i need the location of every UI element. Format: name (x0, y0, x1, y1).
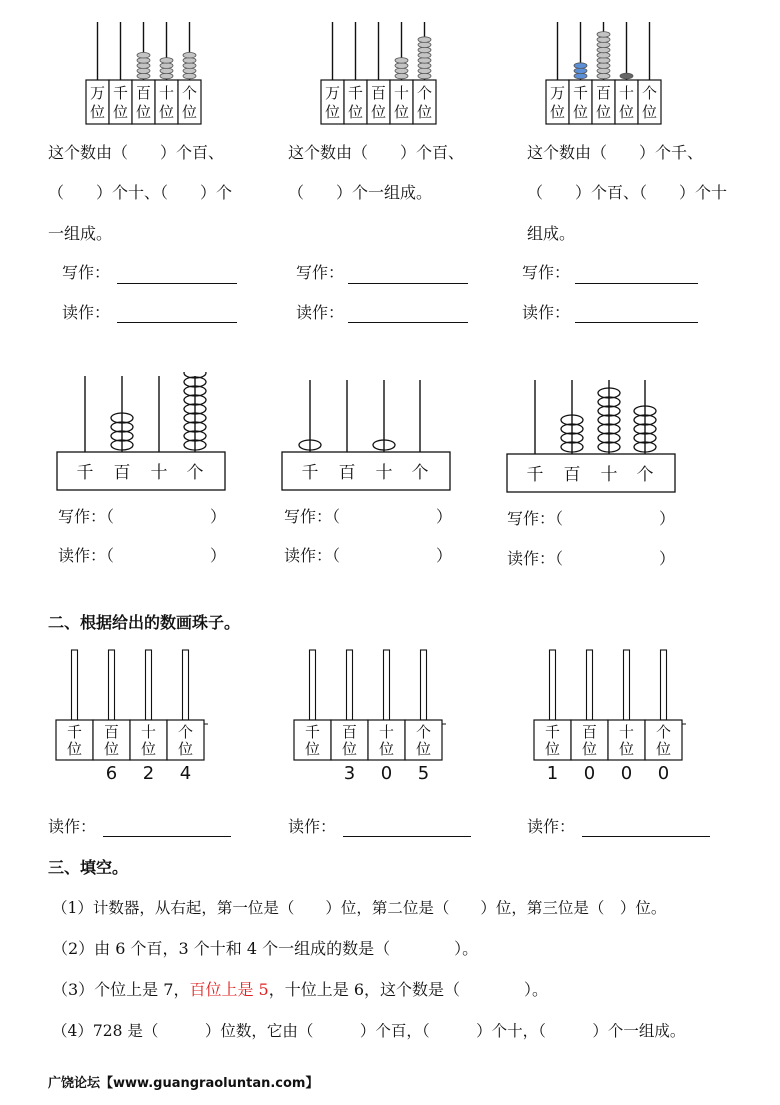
place-label: 个 (411, 463, 429, 483)
bead (137, 58, 150, 64)
place-label: 百 (103, 723, 120, 741)
write-label: 写作： (522, 263, 571, 282)
bead (620, 73, 633, 79)
place-label: 十 (393, 84, 410, 102)
place-label: 十 (618, 84, 635, 102)
rod (72, 650, 78, 720)
abacus-1-1 (80, 18, 205, 130)
place-label-suffix: 位 (572, 103, 589, 121)
bead (597, 47, 610, 53)
bead (597, 68, 610, 74)
question-3-highlight: 百位上是 5 (189, 980, 269, 999)
rod (550, 650, 556, 720)
bead (183, 68, 196, 74)
write-label: 写作： (296, 263, 345, 282)
place-label-suffix: 位 (544, 740, 561, 758)
bead (160, 68, 173, 74)
place-label: 百 (563, 465, 581, 485)
write-prompt: 写作：（ ） (284, 507, 453, 526)
place-label-suffix: 位 (158, 103, 175, 121)
sentence-line: 这个数由（ ）个百、 (288, 143, 465, 162)
rod (661, 650, 667, 720)
given-digit: 4 (179, 763, 192, 780)
abacus-2-1 (55, 372, 230, 494)
read-label: 读作： (527, 817, 576, 836)
bead (418, 58, 431, 64)
sentence-line: 这个数由（ ）个千、 (527, 143, 704, 162)
place-label: 千 (572, 84, 589, 102)
place-label: 千 (66, 723, 83, 741)
question-3-text-end: ，十位上是 6，这个数是（ ）。 (268, 980, 549, 999)
place-label-suffix: 位 (618, 103, 635, 121)
given-digit: 0 (620, 763, 633, 780)
given-digit: 1 (546, 763, 559, 780)
blank-abacus-1 (52, 645, 217, 780)
bead (597, 58, 610, 64)
sentence-line: （ ）个百、（ ）个十 (527, 183, 728, 202)
place-label: 十 (375, 463, 393, 483)
place-label: 个 (186, 463, 204, 483)
place-label: 十 (618, 723, 635, 741)
place-label-suffix: 位 (370, 103, 387, 121)
bead (597, 73, 610, 79)
given-digit: 2 (142, 763, 155, 780)
place-label: 百 (135, 84, 152, 102)
bead (597, 37, 610, 43)
sentence-line: 组成。 (527, 224, 576, 243)
read-label: 读作： (62, 303, 111, 322)
read-prompt: 读作：（ ） (284, 546, 453, 565)
place-label: 万 (324, 84, 341, 102)
bead (395, 58, 408, 64)
bead (574, 63, 587, 69)
place-label: 十 (600, 465, 618, 485)
place-label-suffix: 位 (135, 103, 152, 121)
read-answer-line[interactable] (117, 322, 237, 323)
abacus-2-2 (280, 376, 455, 494)
place-label: 十 (158, 84, 175, 102)
place-label: 百 (595, 84, 612, 102)
abacus-1-2 (315, 18, 440, 130)
bead (418, 68, 431, 74)
place-label: 个 (636, 465, 654, 485)
bead (597, 32, 610, 38)
rod (109, 650, 115, 720)
bead (160, 73, 173, 79)
bead (183, 58, 196, 64)
place-label-suffix: 位 (549, 103, 566, 121)
write-answer-line[interactable] (575, 283, 698, 284)
bead (418, 42, 431, 48)
read-answer-line[interactable] (582, 836, 710, 837)
place-label-suffix: 位 (324, 103, 341, 121)
rod (384, 650, 390, 720)
place-label: 万 (549, 84, 566, 102)
place-label: 千 (526, 465, 544, 485)
bead (597, 52, 610, 58)
bead (183, 73, 196, 79)
abacus-1-3 (540, 18, 665, 130)
write-prompt: 写作：（ ） (507, 509, 676, 528)
bead (418, 52, 431, 58)
bead (183, 63, 196, 69)
place-label-suffix: 位 (618, 740, 635, 758)
place-label-suffix: 位 (347, 103, 364, 121)
place-label-suffix: 位 (304, 740, 321, 758)
bead (597, 42, 610, 48)
bead (137, 63, 150, 69)
read-answer-line[interactable] (103, 836, 231, 837)
write-prompt: 写作：（ ） (58, 507, 227, 526)
place-label: 百 (370, 84, 387, 102)
place-label: 百 (341, 723, 358, 741)
place-label: 十 (150, 463, 168, 483)
place-label: 千 (544, 723, 561, 741)
abacus-2-3 (505, 376, 680, 496)
place-label: 个 (416, 84, 433, 102)
blank-abacus-2 (290, 645, 455, 780)
bead (418, 73, 431, 79)
section-2-heading: 二、根据给出的数画珠子。 (48, 613, 241, 632)
place-label-suffix: 位 (181, 103, 198, 121)
bead (395, 68, 408, 74)
rod (587, 650, 593, 720)
sentence-line: 一组成。 (48, 224, 113, 243)
place-label-suffix: 位 (641, 103, 658, 121)
place-label: 个 (177, 723, 194, 741)
given-digit: 3 (343, 763, 356, 780)
given-digit: 0 (380, 763, 393, 780)
read-answer-line[interactable] (348, 322, 468, 323)
place-label: 百 (338, 463, 356, 483)
bead (597, 63, 610, 69)
bead (137, 68, 150, 74)
given-digit: 0 (657, 763, 670, 780)
bead (574, 68, 587, 74)
place-label: 万 (89, 84, 106, 102)
read-label: 读作： (522, 303, 571, 322)
read-prompt: 读作：（ ） (58, 546, 227, 565)
bead (160, 58, 173, 64)
place-label: 十 (140, 723, 157, 741)
bead (137, 52, 150, 58)
bead (418, 47, 431, 53)
question-1: （1）计数器，从右起，第一位是（ ）位，第二位是（ ）位，第三位是（ ）位。 (52, 899, 667, 917)
bead (418, 63, 431, 69)
read-label: 读作： (296, 303, 345, 322)
sentence-line: （ ）个十、（ ）个 (48, 183, 233, 202)
footer-source: 广饶论坛【www.guangraoluntan.com】 (48, 1076, 319, 1091)
section-3-heading: 三、填空。 (48, 858, 129, 877)
place-label-suffix: 位 (415, 740, 432, 758)
place-label: 个 (641, 84, 658, 102)
place-label-suffix: 位 (581, 740, 598, 758)
rod (421, 650, 427, 720)
place-label: 千 (76, 463, 94, 483)
given-digit: 0 (583, 763, 596, 780)
place-label: 千 (112, 84, 129, 102)
place-label: 千 (301, 463, 319, 483)
place-label-suffix: 位 (66, 740, 83, 758)
place-label-suffix: 位 (140, 740, 157, 758)
given-digit: 5 (417, 763, 430, 780)
write-answer-line[interactable] (117, 283, 237, 284)
read-label: 读作： (288, 817, 337, 836)
place-label-suffix: 位 (177, 740, 194, 758)
question-3-text: （3）个位上是 7， (52, 980, 190, 999)
place-label-suffix: 位 (112, 103, 129, 121)
bead (160, 63, 173, 69)
question-2: （2）由 6 个百，3 个十和 4 个一组成的数是（ ）。 (52, 939, 479, 958)
read-answer-line[interactable] (575, 322, 698, 323)
place-label: 个 (181, 84, 198, 102)
bead (137, 73, 150, 79)
place-label-suffix: 位 (89, 103, 106, 121)
rod (146, 650, 152, 720)
place-label: 个 (415, 723, 432, 741)
place-label-suffix: 位 (341, 740, 358, 758)
rod (183, 650, 189, 720)
sentence-line: 这个数由（ ）个百、 (48, 143, 225, 162)
question-4: （4）728 是（ ）位数，它由（ ）个百，（ ）个十，（ ）个一组成。 (52, 1022, 686, 1040)
place-label-suffix: 位 (416, 103, 433, 121)
sentence-line: （ ）个一组成。 (288, 183, 433, 202)
bead (395, 73, 408, 79)
blank-abacus-3 (530, 645, 695, 780)
bead (418, 37, 431, 43)
place-label: 千 (347, 84, 364, 102)
place-label: 千 (304, 723, 321, 741)
write-answer-line[interactable] (348, 283, 468, 284)
read-answer-line[interactable] (343, 836, 471, 837)
rod (347, 650, 353, 720)
place-label-suffix: 位 (103, 740, 120, 758)
bead (183, 52, 196, 58)
place-label-suffix: 位 (655, 740, 672, 758)
place-label-suffix: 位 (393, 103, 410, 121)
place-label-suffix: 位 (595, 103, 612, 121)
question-3 (52, 980, 548, 1000)
read-prompt: 读作：（ ） (507, 549, 676, 568)
rod (310, 650, 316, 720)
place-label: 十 (378, 723, 395, 741)
place-label: 百 (113, 463, 131, 483)
place-label-suffix: 位 (378, 740, 395, 758)
given-digit: 6 (105, 763, 118, 780)
place-label: 个 (655, 723, 672, 741)
place-label: 百 (581, 723, 598, 741)
write-label: 写作： (62, 263, 111, 282)
read-label: 读作： (48, 817, 97, 836)
bead (395, 63, 408, 69)
bead (574, 73, 587, 79)
rod (624, 650, 630, 720)
